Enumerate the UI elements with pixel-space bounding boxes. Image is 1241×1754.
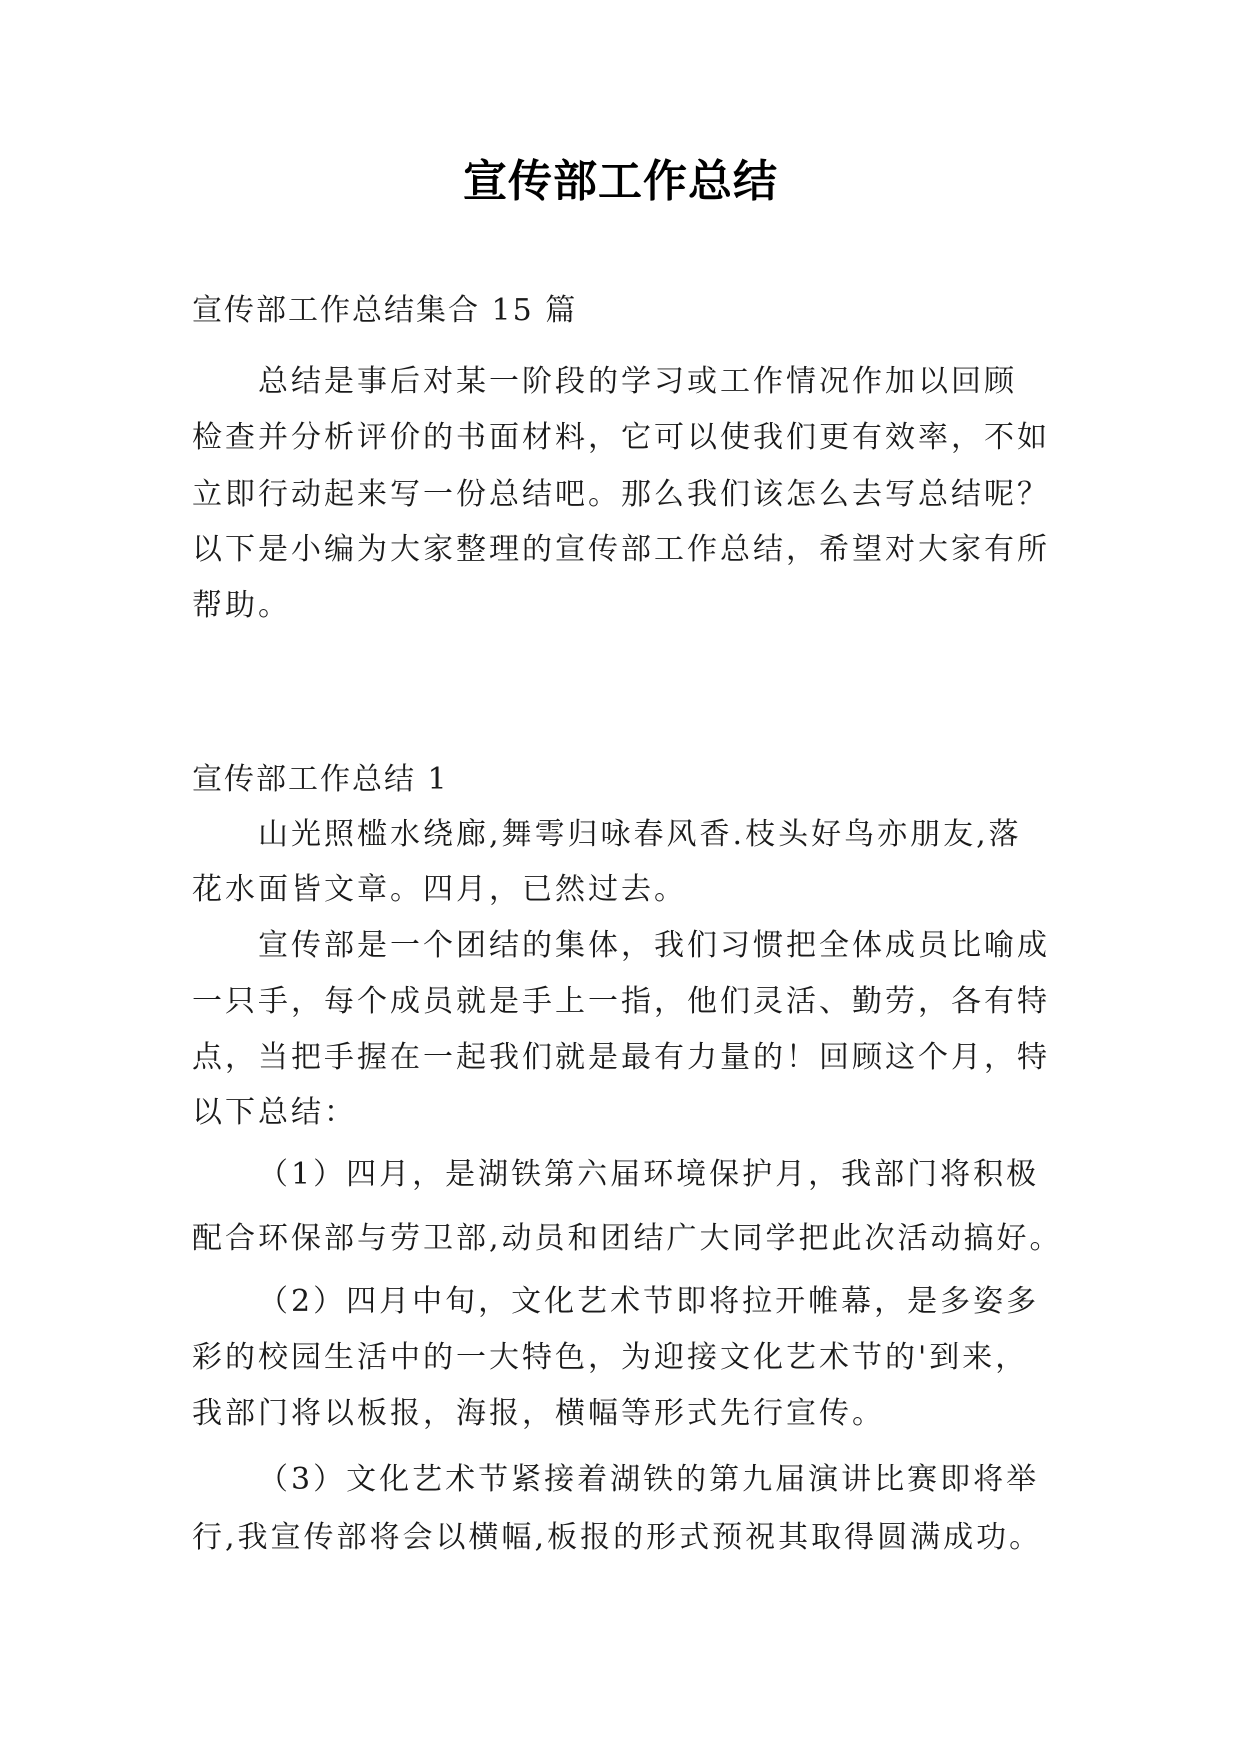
document-title: 宣传部工作总结 xyxy=(463,156,778,207)
body-line: 行,我宣传部将会以横幅,板报的形式预祝其取得圆满成功。 xyxy=(192,1520,1043,1555)
body-line: 配合环保部与劳卫部,动员和团结广大同学把此次活动搞好。 xyxy=(192,1221,1063,1256)
body-line: 点，当把手握在一起我们就是最有力量的！回顾这个月，特 xyxy=(192,1040,1050,1075)
section-heading: 宣传部工作总结 1 xyxy=(192,762,449,797)
intro-line: 立即行动起来写一份总结吧。那么我们该怎么去写总结呢？ xyxy=(192,477,1050,512)
body-line: 山光照槛水绕廊,舞雩归咏春风香.枝头好鸟亦朋友,落 xyxy=(258,817,1022,852)
body-line: （3）文化艺术节紧接着湖铁的第九届演讲比赛即将举 xyxy=(258,1462,1040,1497)
body-line: 彩的校园生活中的一大特色，为迎接文化艺术节的'到来， xyxy=(192,1340,1029,1375)
body-line: 一只手，每个成员就是手上一指，他们灵活、勤劳，各有特 xyxy=(192,984,1050,1019)
body-line: 我部门将以板报，海报，横幅等形式先行宣传。 xyxy=(192,1396,885,1431)
intro-line: 帮助。 xyxy=(192,588,291,623)
body-line: 宣传部是一个团结的集体，我们习惯把全体成员比喻成 xyxy=(258,928,1050,963)
document-subtitle: 宣传部工作总结集合 15 篇 xyxy=(192,293,578,328)
intro-line: 总结是事后对某一阶段的学习或工作情况作加以回顾 xyxy=(258,364,1017,399)
body-line: （1）四月，是湖铁第六届环境保护月，我部门将积极 xyxy=(258,1157,1040,1192)
body-line: （2）四月中旬，文化艺术节即将拉开帷幕，是多姿多 xyxy=(258,1284,1040,1319)
intro-line: 以下是小编为大家整理的宣传部工作总结，希望对大家有所 xyxy=(192,532,1050,567)
body-line: 花水面皆文章。四月，已然过去。 xyxy=(192,872,687,907)
body-line: 以下总结： xyxy=(192,1095,357,1130)
intro-line: 检查并分析评价的书面材料，它可以使我们更有效率，不如 xyxy=(192,420,1050,455)
